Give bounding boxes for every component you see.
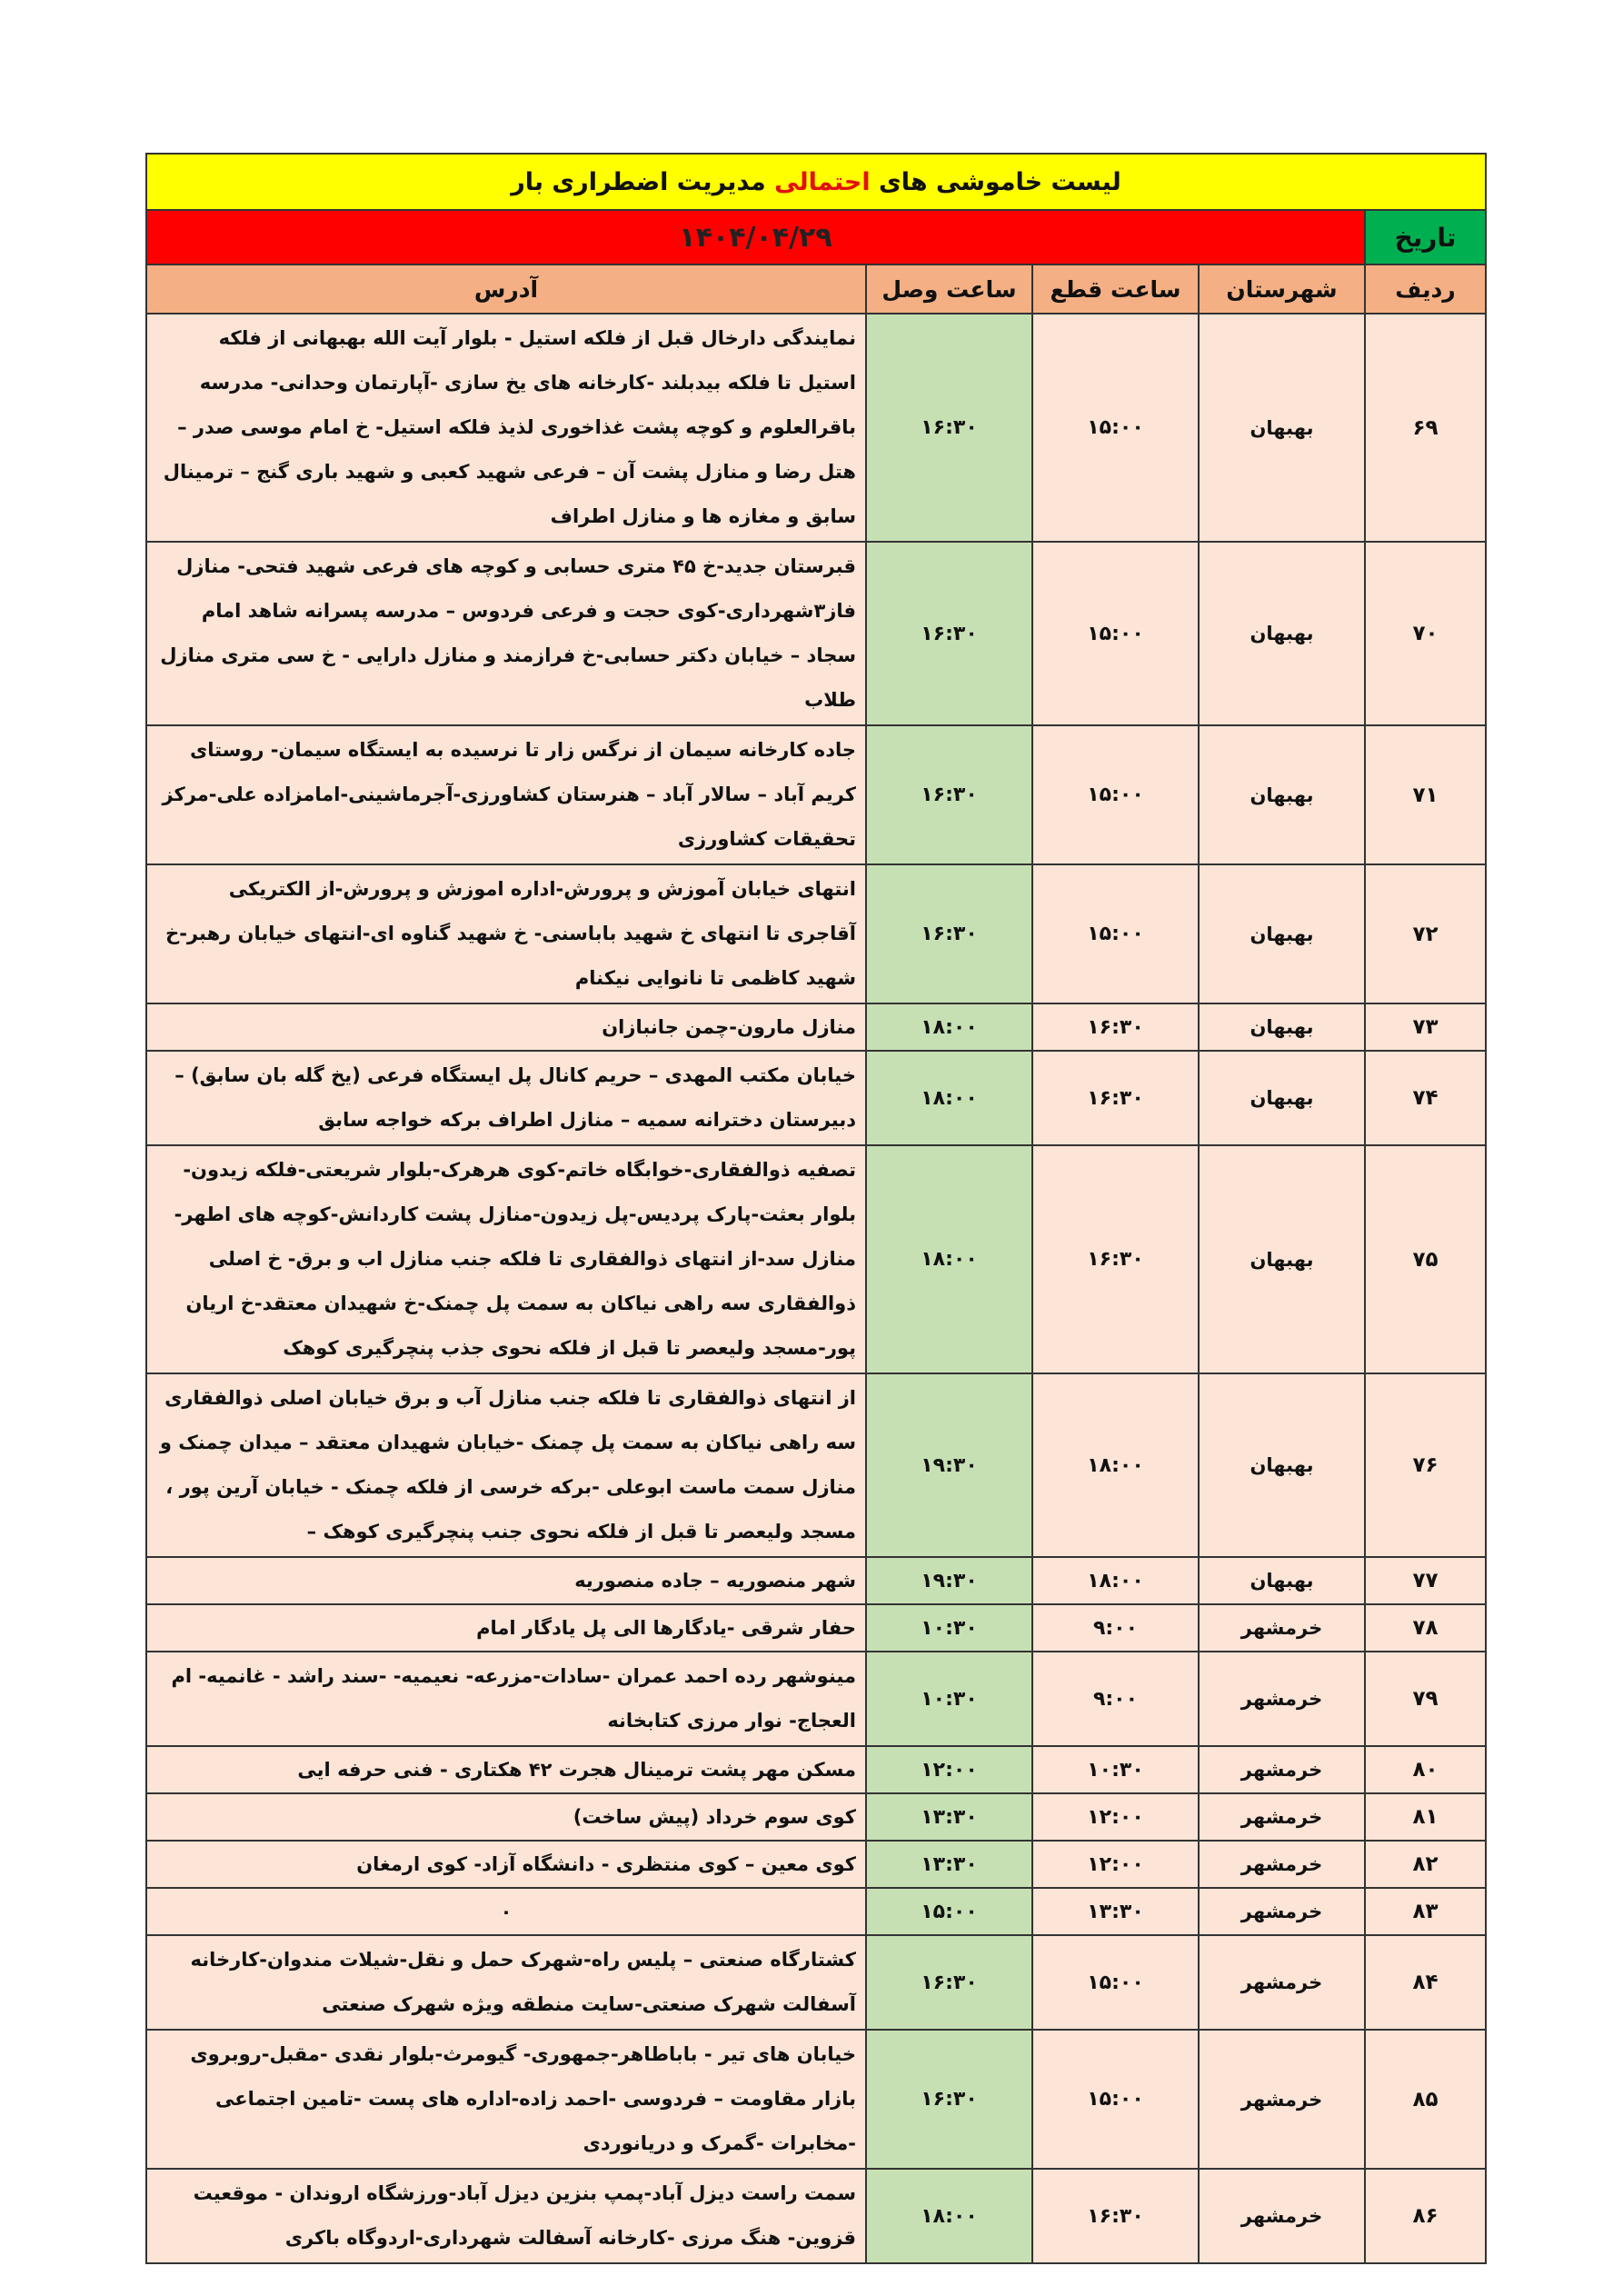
row-number-cell: ۷۲ bbox=[1365, 864, 1486, 1003]
connect-time-cell: ۱۵:۰۰ bbox=[866, 1888, 1032, 1935]
address-cell: قبرستان جدید-خ ۴۵ متری حسابی و کوچه های فرعی شهید فتحی- منازل فاز۳شهرداری-کوی حجت و فرعی فردوس – مدرسه پسرانه شاهد امام سجاد – خیابان دکتر حسابی-خ فرازمند و منازل دارایی - خ سی متری منازل طلاب bbox=[146, 542, 866, 725]
address-cell: خیابان مکتب المهدی – حریم کانال پل ایستگاه فرعی (یخ گله بان سابق) – دبیرستان دخترانه سمیه – منازل اطراف برکه خواجه سابق bbox=[146, 1051, 866, 1145]
row-number-cell: ۸۵ bbox=[1365, 2030, 1486, 2169]
header-connect-time: ساعت وصل bbox=[866, 265, 1032, 314]
city-cell: بهبهان bbox=[1199, 314, 1365, 542]
cut-time-cell: ۱۵:۰۰ bbox=[1032, 864, 1199, 1003]
connect-time-cell: ۱۹:۳۰ bbox=[866, 1557, 1032, 1604]
address-cell: مینوشهر رده احمد عمران -سادات-مزرعه- نعیمیه- -سند راشد - غانمیه- ام العجاج- نوار مرزی کتابخانه bbox=[146, 1652, 866, 1746]
row-number-cell: ۷۳ bbox=[1365, 1003, 1486, 1051]
table-row bbox=[146, 1841, 1486, 1888]
table-row bbox=[146, 864, 1486, 1003]
title-before: لیست خاموشی های bbox=[879, 167, 1121, 196]
row-number-cell: ۷۸ bbox=[1365, 1604, 1486, 1652]
cut-time-cell: ۱۳:۳۰ bbox=[1032, 1888, 1199, 1935]
connect-time-cell: ۱۰:۳۰ bbox=[866, 1652, 1032, 1746]
cut-time-cell: ۱۲:۰۰ bbox=[1032, 1841, 1199, 1888]
cut-time-cell: ۱۲:۰۰ bbox=[1032, 1793, 1199, 1841]
row-number-cell: ۸۱ bbox=[1365, 1793, 1486, 1841]
page-title bbox=[146, 154, 1486, 210]
city-cell: خرمشهر bbox=[1199, 1935, 1365, 2030]
city-cell: بهبهان bbox=[1199, 1003, 1365, 1051]
table-row bbox=[146, 1373, 1486, 1557]
city-cell: خرمشهر bbox=[1199, 1793, 1365, 1841]
city-cell: بهبهان bbox=[1199, 1557, 1365, 1604]
table-row bbox=[146, 1145, 1486, 1373]
table-row bbox=[146, 1051, 1486, 1145]
cut-time-cell: ۱۶:۳۰ bbox=[1032, 1051, 1199, 1145]
row-number-cell: ۶۹ bbox=[1365, 314, 1486, 542]
table-row bbox=[146, 2030, 1486, 2169]
date-label: تاریخ bbox=[1365, 210, 1486, 265]
address-cell: جاده کارخانه سیمان از نرگس زار تا نرسیده به ایستگاه سیمان- روستای کریم آباد – سالار آباد – هنرستان کشاورزی-آجرماشینی-امامزاده علی-مرکز تحقیقات کشاورزی bbox=[146, 725, 866, 864]
address-cell: انتهای خیابان آموزش و پرورش-اداره اموزش و پرورش-از الکتریکی آقاجری تا انتهای خ شهید باباسنی- خ شهید گناوه ای-انتهای خیابان رهبر-خ شهید کاظمی تا نانوایی نیکنام bbox=[146, 864, 866, 1003]
cut-time-cell: ۱۵:۰۰ bbox=[1032, 314, 1199, 542]
row-number-cell: ۸۲ bbox=[1365, 1841, 1486, 1888]
connect-time-cell: ۱۶:۳۰ bbox=[866, 2030, 1032, 2169]
address-cell: تصفیه ذوالفقاری-خوابگاه خاتم-کوی هرهرک-بلوار شریعتی-فلکه زیدون-بلوار بعثت-پارک پردیس-پل زیدون-منازل پشت کاردانش-کوچه های اطهر-منازل سد-از انتهای ذوالفقاری تا فلکه جنب منازل اب و برق- خ اصلی ذوالفقاری سه راهی نیاکان به سمت پل چمنک-خ شهیدان معتقد-خ اریان پور-مسجد ولیعصر تا قبل از فلکه نحوی جذب پنچرگیری کوهک bbox=[146, 1145, 866, 1373]
city-cell: بهبهان bbox=[1199, 1051, 1365, 1145]
table-row bbox=[146, 2169, 1486, 2263]
connect-time-cell: ۱۰:۳۰ bbox=[866, 1604, 1032, 1652]
address-cell: سمت راست دیزل آباد-پمپ بنزین دیزل آباد-ورزشگاه اروندان - موقعیت قزوین- هنگ مرزی -کارخانه آسفالت شهرداری-اردوگاه باکری bbox=[146, 2169, 866, 2263]
title-highlight: احتمالی bbox=[774, 167, 871, 196]
row-number-cell: ۷۹ bbox=[1365, 1652, 1486, 1746]
address-cell: منازل مارون-چمن جانبازان bbox=[146, 1003, 866, 1051]
city-cell: بهبهان bbox=[1199, 864, 1365, 1003]
row-number-cell: ۷۶ bbox=[1365, 1373, 1486, 1557]
cut-time-cell: ۱۸:۰۰ bbox=[1032, 1373, 1199, 1557]
connect-time-cell: ۱۶:۳۰ bbox=[866, 1935, 1032, 2030]
address-cell: ۰ bbox=[146, 1888, 866, 1935]
city-cell: خرمشهر bbox=[1199, 1841, 1365, 1888]
table-row bbox=[146, 1935, 1486, 2030]
header-city: شهرستان bbox=[1199, 265, 1365, 314]
table-row bbox=[146, 314, 1486, 542]
city-cell: بهبهان bbox=[1199, 1373, 1365, 1557]
connect-time-cell: ۱۸:۰۰ bbox=[866, 1003, 1032, 1051]
table-row bbox=[146, 1746, 1486, 1793]
schedule-sheet bbox=[147, 153, 1487, 2264]
row-number-cell: ۷۷ bbox=[1365, 1557, 1486, 1604]
connect-time-cell: ۱۶:۳۰ bbox=[866, 542, 1032, 725]
row-number-cell: ۸۳ bbox=[1365, 1888, 1486, 1935]
city-cell: بهبهان bbox=[1199, 725, 1365, 864]
cut-time-cell: ۱۶:۳۰ bbox=[1032, 2169, 1199, 2263]
table-row bbox=[146, 1003, 1486, 1051]
title-row bbox=[146, 154, 1486, 210]
city-cell: خرمشهر bbox=[1199, 1604, 1365, 1652]
cut-time-cell: ۱۶:۳۰ bbox=[1032, 1003, 1199, 1051]
connect-time-cell: ۱۶:۳۰ bbox=[866, 314, 1032, 542]
connect-time-cell: ۱۹:۳۰ bbox=[866, 1373, 1032, 1557]
header-row-no: ردیف bbox=[1365, 265, 1486, 314]
header-cut-time: ساعت قطع bbox=[1032, 265, 1199, 314]
address-cell: نمایندگی دارخال قبل از فلکه استیل - بلوار آیت الله بهبهانی از فلکه استیل تا فلکه بیدبلند -کارخانه های یخ سازی -آپارتمان وحدانی- مدرسه باقرالعلوم و کوچه پشت غذاخوری لذیذ فلکه استیل- خ امام موسی صدر – هتل رضا و منازل پشت آن – فرعی شهید کعبی و شهید باری گنج – ترمینال سابق و مغازه ها و منازل اطراف bbox=[146, 314, 866, 542]
address-cell: خیابان های تیر - باباطاهر-جمهوری- گیومرث-بلوار نقدی -مقبل-روبروی بازار مقاومت – فردوسی -احمد زاده-اداره های پست -تامین اجتماعی -مخابرات -گمرک و دریانوردی bbox=[146, 2030, 866, 2169]
cut-time-cell: ۱۵:۰۰ bbox=[1032, 1935, 1199, 2030]
outage-table bbox=[145, 153, 1487, 2264]
header-address: آدرس bbox=[146, 265, 866, 314]
table-row bbox=[146, 1652, 1486, 1746]
cut-time-cell: ۱۵:۰۰ bbox=[1032, 542, 1199, 725]
address-cell: کوی سوم خرداد (پیش ساخت) bbox=[146, 1793, 866, 1841]
row-number-cell: ۷۵ bbox=[1365, 1145, 1486, 1373]
city-cell: بهبهان bbox=[1199, 1145, 1365, 1373]
connect-time-cell: ۱۸:۰۰ bbox=[866, 1145, 1032, 1373]
table-row bbox=[146, 725, 1486, 864]
cut-time-cell: ۹:۰۰ bbox=[1032, 1652, 1199, 1746]
table-row bbox=[146, 1793, 1486, 1841]
address-cell: از انتهای ذوالفقاری تا فلکه جنب منازل آب و برق خیابان اصلی ذوالفقاری سه راهی نیاکان به سمت پل چمنک -خیابان شهیدان معتقد – میدان چمنک و منازل سمت ماست ابوعلی -برکه خرسی از فلکه چمنک - خیابان آرین پور ، مسجد ولیعصر تا قبل از فلکه نحوی جنب پنچرگیری کوهک – bbox=[146, 1373, 866, 1557]
city-cell: بهبهان bbox=[1199, 542, 1365, 725]
connect-time-cell: ۱۸:۰۰ bbox=[866, 2169, 1032, 2263]
row-number-cell: ۸۶ bbox=[1365, 2169, 1486, 2263]
connect-time-cell: ۱۳:۳۰ bbox=[866, 1793, 1032, 1841]
address-cell: حفار شرقی -یادگارها الی پل یادگار امام bbox=[146, 1604, 866, 1652]
address-cell: کشتارگاه صنعتی – پلیس راه-شهرک حمل و نقل-شیلات مندوان-کارخانه آسفالت شهرک صنعتی-سایت منطقه ویژه شهرک صنعتی bbox=[146, 1935, 866, 2030]
connect-time-cell: ۱۶:۳۰ bbox=[866, 725, 1032, 864]
table-row bbox=[146, 1604, 1486, 1652]
connect-time-cell: ۱۲:۰۰ bbox=[866, 1746, 1032, 1793]
city-cell: خرمشهر bbox=[1199, 2169, 1365, 2263]
cut-time-cell: ۱۰:۳۰ bbox=[1032, 1746, 1199, 1793]
date-row bbox=[146, 210, 1486, 265]
address-cell: شهر منصوریه – جاده منصوریه bbox=[146, 1557, 866, 1604]
table-row bbox=[146, 542, 1486, 725]
cut-time-cell: ۱۵:۰۰ bbox=[1032, 725, 1199, 864]
cut-time-cell: ۹:۰۰ bbox=[1032, 1604, 1199, 1652]
header-row bbox=[146, 265, 1486, 314]
date-value: ۱۴۰۴/۰۴/۲۹ bbox=[146, 210, 1365, 265]
table-row bbox=[146, 1557, 1486, 1604]
connect-time-cell: ۱۶:۳۰ bbox=[866, 864, 1032, 1003]
cut-time-cell: ۱۵:۰۰ bbox=[1032, 2030, 1199, 2169]
city-cell: خرمشهر bbox=[1199, 1652, 1365, 1746]
row-number-cell: ۷۰ bbox=[1365, 542, 1486, 725]
city-cell: خرمشهر bbox=[1199, 1746, 1365, 1793]
row-number-cell: ۸۰ bbox=[1365, 1746, 1486, 1793]
row-number-cell: ۸۴ bbox=[1365, 1935, 1486, 2030]
connect-time-cell: ۱۳:۳۰ bbox=[866, 1841, 1032, 1888]
cut-time-cell: ۱۶:۳۰ bbox=[1032, 1145, 1199, 1373]
address-cell: مسکن مهر پشت ترمینال هجرت ۴۲ هکتاری - فنی حرفه ایی bbox=[146, 1746, 866, 1793]
cut-time-cell: ۱۸:۰۰ bbox=[1032, 1557, 1199, 1604]
title-after: مدیریت اضطراری بار bbox=[511, 167, 766, 196]
city-cell: خرمشهر bbox=[1199, 2030, 1365, 2169]
connect-time-cell: ۱۸:۰۰ bbox=[866, 1051, 1032, 1145]
table-row bbox=[146, 1888, 1486, 1935]
row-number-cell: ۷۱ bbox=[1365, 725, 1486, 864]
address-cell: کوی معین – کوی منتظری - دانشگاه آزاد- کوی ارمغان bbox=[146, 1841, 866, 1888]
row-number-cell: ۷۴ bbox=[1365, 1051, 1486, 1145]
city-cell: خرمشهر bbox=[1199, 1888, 1365, 1935]
